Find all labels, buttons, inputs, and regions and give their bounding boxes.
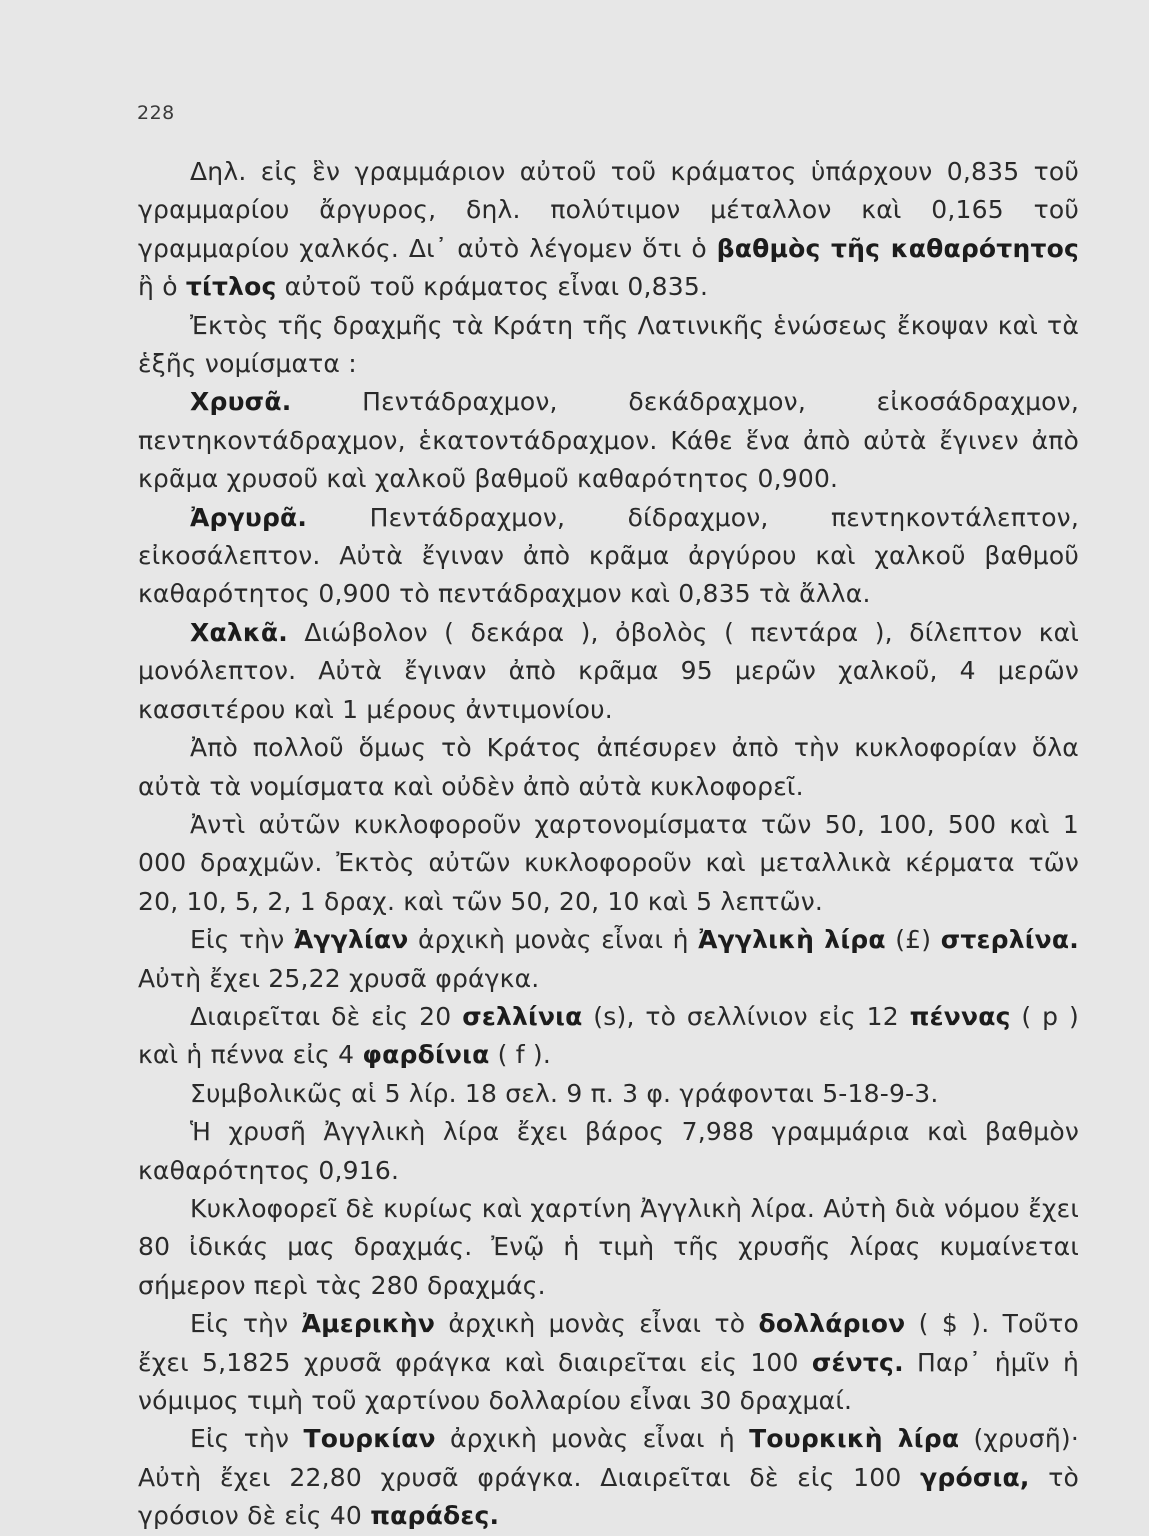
text-run: Πεντάδραχμον, δίδραχμον, πεντηκοντάλεπτον, εἰκοσάλεπτον. Αὐτὰ ἔγιναν ἀπὸ κρᾶμα ἀργύρου καὶ χαλκοῦ βαθμοῦ καθαρότητος 0,900 τὸ πεντάδραχμον καὶ 0,835 τὰ ἄλλα. <box>138 502 1079 609</box>
bold-term: Ἀγγλίαν <box>293 925 409 955</box>
text-run: ἀρχικὴ μονὰς εἶναι ἡ <box>435 1424 750 1454</box>
text-run: Παρ᾽ ἡμῖν ἡ νόμιμος τιμὴ τοῦ χαρτίνου δολλαρίου εἶναι 30 δραχμαί. <box>138 1347 1079 1415</box>
paragraph <box>138 806 1079 921</box>
paragraph <box>138 1113 1079 1190</box>
paragraph <box>138 153 1079 307</box>
paragraph <box>138 1190 1079 1305</box>
paragraph <box>138 921 1079 998</box>
paragraph <box>138 499 1079 614</box>
text-run: Ἀπὸ πολλοῦ ὅμως τὸ Κράτος ἀπέσυρεν ἀπὸ τὴν κυκλοφορίαν ὅλα αὐτὰ τὰ νομίσματα καὶ οὐδὲν ἀπὸ αὐτὰ κυκλοφορεῖ. <box>138 733 1079 801</box>
text-run: τὸ γρόσιον δὲ εἰς 40 <box>138 1462 1079 1531</box>
bold-term: Ἀγγλικὴ λίρα <box>698 925 886 955</box>
text-run: Δηλ. εἰς ἓν γραμμάριον αὐτοῦ τοῦ κράματος ὑπάρχουν 0,835 τοῦ γραμμαρίου ἄργυρος, δηλ. πολύτιμον μέταλλον καὶ 0,165 τοῦ γραμμαρίου χαλκός. Δι᾽ αὐτὸ λέγομεν ὅτι ὁ <box>138 157 1079 263</box>
text-run: (χρυσῆ)· Αὐτὴ ἔχει 22,80 χρυσᾶ φράγκα. Διαιρεῖται δὲ εἰς 100 <box>138 1424 1079 1492</box>
paragraph <box>138 998 1079 1075</box>
bold-term: παράδες. <box>370 1501 500 1531</box>
paragraph <box>138 614 1079 729</box>
text-run: Ἀντὶ αὐτῶν κυκλοφοροῦν χαρτονομίσματα τῶν 50, 100, 500 καὶ 1 000 δραχμῶν. Ἐκτὸς αὐτῶν κυκλοφοροῦν καὶ μεταλλικὰ κέρματα τῶν 20, 10, 5, 2, 1 δραχ. καὶ τῶν 50, 20, 10 καὶ 5 λεπτῶν. <box>138 809 1079 916</box>
text-run: (£) <box>885 925 941 955</box>
text-run: (s), τὸ σελλίνιον εἰς 12 <box>582 1001 910 1031</box>
bold-term: γρόσια, <box>920 1462 1030 1492</box>
text-run: ἀρχικὴ μονὰς εἶναι τὸ <box>435 1309 759 1339</box>
paragraph <box>138 1305 1079 1420</box>
text-run: Διώβολον ( δεκάρα ), ὀβολὸς ( πεντάρα ), δίλεπτον καὶ μονόλεπτον. Αὐτὰ ἔγιναν ἀπὸ κρᾶμα 95 μερῶν χαλκοῦ, 4 μερῶν κασσιτέρου καὶ 1 μέρους ἀντιμονίου. <box>138 617 1079 724</box>
body-text <box>138 153 1079 1536</box>
text-run: ( f ). <box>489 1040 551 1070</box>
text-run: Ἐκτὸς τῆς δραχμῆς τὰ Κράτη τῆς Λατινικῆς ἑνώσεως ἔκοψαν καὶ τὰ ἑξῆς νομίσματα : <box>138 310 1079 379</box>
text-run: ἢ ὁ <box>138 272 186 302</box>
bold-term: Ἀμερικὴν <box>301 1309 436 1339</box>
paragraph <box>138 307 1079 384</box>
bold-term: Τουρκίαν <box>303 1424 436 1454</box>
bold-term: στερλίνα. <box>940 925 1079 955</box>
text-run: Συμβολικῶς αἱ 5 λίρ. 18 σελ. 9 π. 3 φ. γράφονται 5-18-9-3. <box>190 1078 939 1108</box>
bold-term: σέντς. <box>811 1347 904 1377</box>
bold-term: Χρυσᾶ. <box>190 387 292 417</box>
page-number: 228 <box>137 102 175 124</box>
text-run: ἀρχικὴ μονὰς εἶναι ἡ <box>408 925 699 955</box>
text-run: Ἡ χρυσῆ Ἀγγλικὴ λίρα ἔχει βάρος 7,988 γραμμάρια καὶ βαθμὸν καθαρότητος 0,916. <box>138 1117 1079 1185</box>
text-run: Διαιρεῖται δὲ εἰς 20 <box>190 1001 463 1031</box>
text-run: αὐτοῦ τοῦ κράματος εἶναι 0,835. <box>276 272 709 302</box>
text-run: Κυκλοφορεῖ δὲ κυρίως καὶ χαρτίνη Ἀγγλικὴ λίρα. Αὐτὴ διὰ νόμου ἔχει 80 ἰδικάς μας δραχμάς. Ἐνῷ ἡ τιμὴ τῆς χρυσῆς λίρας κυμαίνεται σήμερον περὶ τὰς 280 δραχμάς. <box>138 1193 1079 1300</box>
text-run: Αὐτὴ ἔχει 25,22 χρυσᾶ φράγκα. <box>138 963 540 993</box>
paragraph <box>138 383 1079 498</box>
paragraph <box>138 729 1079 806</box>
text-run: Εἰς τὴν <box>190 1424 304 1454</box>
paragraph <box>138 1420 1079 1535</box>
text-run: ( $ ). Τοῦτο ἔχει 5,1825 χρυσᾶ φράγκα καὶ διαιρεῖται εἰς 100 <box>138 1309 1080 1377</box>
bold-term: πέννας <box>909 1001 1011 1031</box>
bold-term: σελλίνια <box>462 1001 583 1031</box>
paragraph <box>138 1075 1079 1113</box>
text-run: Πεντάδραχμον, δεκάδραχμον, εἰκοσάδραχμον, πεντηκοντάδραχμον, ἑκατοντάδραχμον. Κάθε ἕνα ἀπὸ αὐτὰ ἔγινεν ἀπὸ κρᾶμα χρυσοῦ καὶ χαλκοῦ βαθμοῦ καθαρότητος 0,900. <box>138 387 1079 494</box>
bold-term: Τουρκικὴ λίρα <box>749 1424 960 1454</box>
bold-term: τίτλος <box>185 272 277 302</box>
bold-term: Ἀργυρᾶ. <box>190 502 308 532</box>
bold-term: δολλάριον <box>758 1309 906 1339</box>
bold-term: βαθμὸς τῆς καθαρότητος <box>716 233 1079 263</box>
text-run: ( p ) καὶ ἡ πέννα εἰς 4 <box>138 1001 1079 1070</box>
text-run: Εἰς τὴν <box>190 1309 302 1339</box>
text-run: Εἰς τὴν <box>190 925 294 955</box>
bold-term: Χαλκᾶ. <box>190 617 288 647</box>
bold-term: φαρδίνια <box>362 1040 490 1070</box>
